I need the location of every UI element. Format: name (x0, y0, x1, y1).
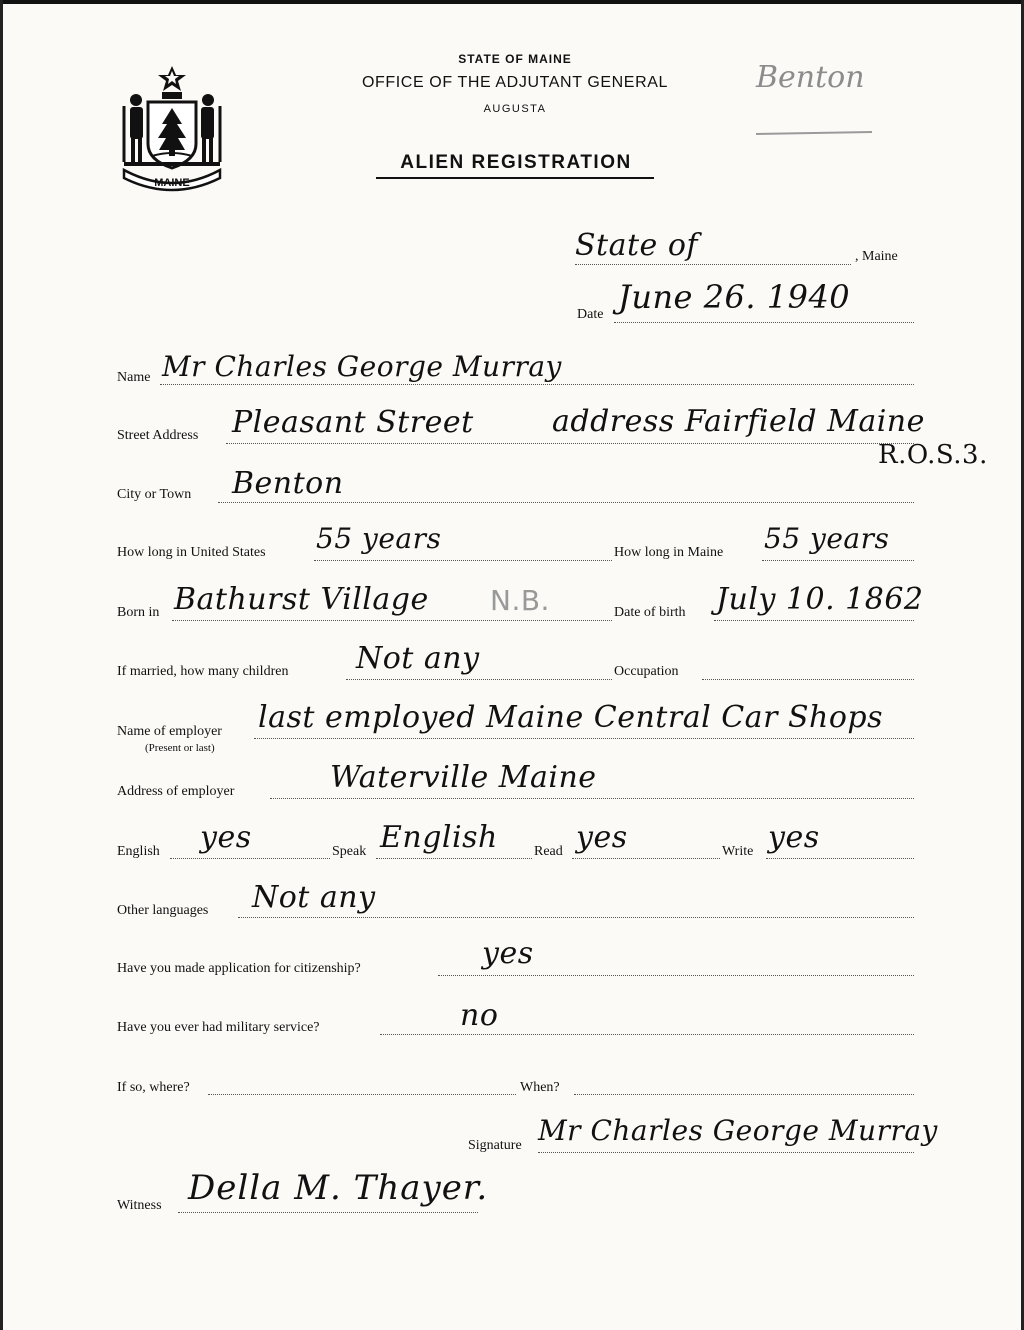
read-label: Read (534, 844, 563, 859)
citizenship-label: Have you made application for citizenship? (117, 961, 361, 976)
maine-seal-icon (118, 62, 226, 194)
read-line (572, 858, 720, 859)
other-languages-label: Other languages (117, 903, 209, 918)
born-in-value: Bathurst Village (174, 582, 429, 617)
name-value: Mr Charles George Murray (162, 350, 562, 383)
military-value: no (460, 998, 499, 1033)
english-value: yes (200, 820, 252, 855)
scan-border-left (0, 0, 3, 1330)
write-line (766, 858, 914, 859)
english-label: English (117, 844, 160, 859)
citizenship-value: yes (482, 936, 534, 971)
date-of-birth-line (714, 620, 914, 621)
street-address-value: Pleasant Street (232, 405, 474, 440)
occupation-line (702, 679, 914, 680)
employer-sublabel: (Present or last) (145, 742, 215, 754)
citizenship-line (438, 975, 914, 976)
witness-value: Della M. Thayer. (188, 1168, 489, 1208)
date-of-birth-value: July 10. 1862 (716, 582, 924, 617)
write-value: yes (768, 820, 820, 855)
street-address-extra: address Fairfield Maine (552, 404, 925, 439)
when-label: When? (520, 1080, 560, 1095)
how-long-maine-label: How long in Maine (614, 545, 724, 560)
how-long-maine-line (762, 560, 914, 561)
how-long-us-value: 55 years (316, 522, 442, 555)
date-label: Date (577, 307, 604, 322)
born-in-label: Born in (117, 605, 160, 620)
employer-address-line (270, 798, 914, 799)
children-label: If married, how many children (117, 664, 289, 679)
how-long-us-line (314, 560, 612, 561)
born-in-province: N.B. (490, 584, 550, 617)
date-line (614, 322, 914, 323)
when-line (574, 1094, 914, 1095)
other-languages-line (238, 917, 914, 918)
children-line (346, 679, 612, 680)
city-heading: AUGUSTA (483, 103, 547, 115)
english-line (170, 858, 330, 859)
witness-line (178, 1212, 478, 1213)
employer-line (254, 738, 914, 739)
street-address-route: R.O.S.3. (878, 440, 988, 470)
state-heading: STATE OF MAINE (458, 52, 572, 66)
annotation-underline (756, 131, 872, 135)
scan-border-top (0, 0, 1024, 4)
employer-value: last employed Maine Central Car Shops (258, 700, 883, 735)
name-line (160, 384, 914, 385)
name-label: Name (117, 370, 151, 385)
employer-address-label: Address of employer (117, 784, 235, 799)
children-value: Not any (356, 641, 480, 676)
title-underline (376, 177, 654, 179)
signature-label: Signature (468, 1138, 522, 1153)
street-address-line (226, 443, 914, 444)
signature-line (538, 1152, 914, 1153)
office-heading: OFFICE OF THE ADJUTANT GENERAL (361, 74, 669, 91)
signature-value: Mr Charles George Murray (538, 1114, 938, 1147)
date-of-birth-label: Date of birth (614, 605, 686, 620)
speak-label: Speak (332, 844, 367, 859)
date-value: June 26. 1940 (618, 278, 851, 316)
born-in-line (172, 620, 612, 621)
occupation-label: Occupation (614, 664, 679, 679)
how-long-us-label: How long in United States (117, 545, 266, 560)
write-label: Write (722, 844, 754, 859)
speak-value: English (380, 820, 498, 855)
military-label: Have you ever had military service? (117, 1020, 320, 1035)
maine-suffix: , Maine (855, 249, 898, 264)
read-value: yes (576, 820, 628, 855)
how-long-maine-value: 55 years (764, 522, 890, 555)
street-address-label: Street Address (117, 428, 199, 443)
employer-label: Name of employer (117, 724, 222, 739)
military-line (380, 1034, 914, 1035)
form-title: ALIEN REGISTRATION (400, 152, 632, 173)
where-line (208, 1094, 516, 1095)
city-town-value: Benton (232, 466, 344, 501)
town-line (575, 264, 851, 265)
city-town-label: City or Town (117, 487, 192, 502)
seal-banner-text: MAINE (154, 177, 190, 189)
speak-line (376, 858, 532, 859)
pencil-annotation: Benton (756, 60, 865, 95)
town-value: State of (575, 228, 699, 263)
city-town-line (218, 502, 914, 503)
other-languages-value: Not any (252, 880, 376, 915)
where-label: If so, where? (117, 1080, 190, 1095)
witness-label: Witness (117, 1198, 162, 1213)
employer-address-value: Waterville Maine (330, 760, 597, 795)
